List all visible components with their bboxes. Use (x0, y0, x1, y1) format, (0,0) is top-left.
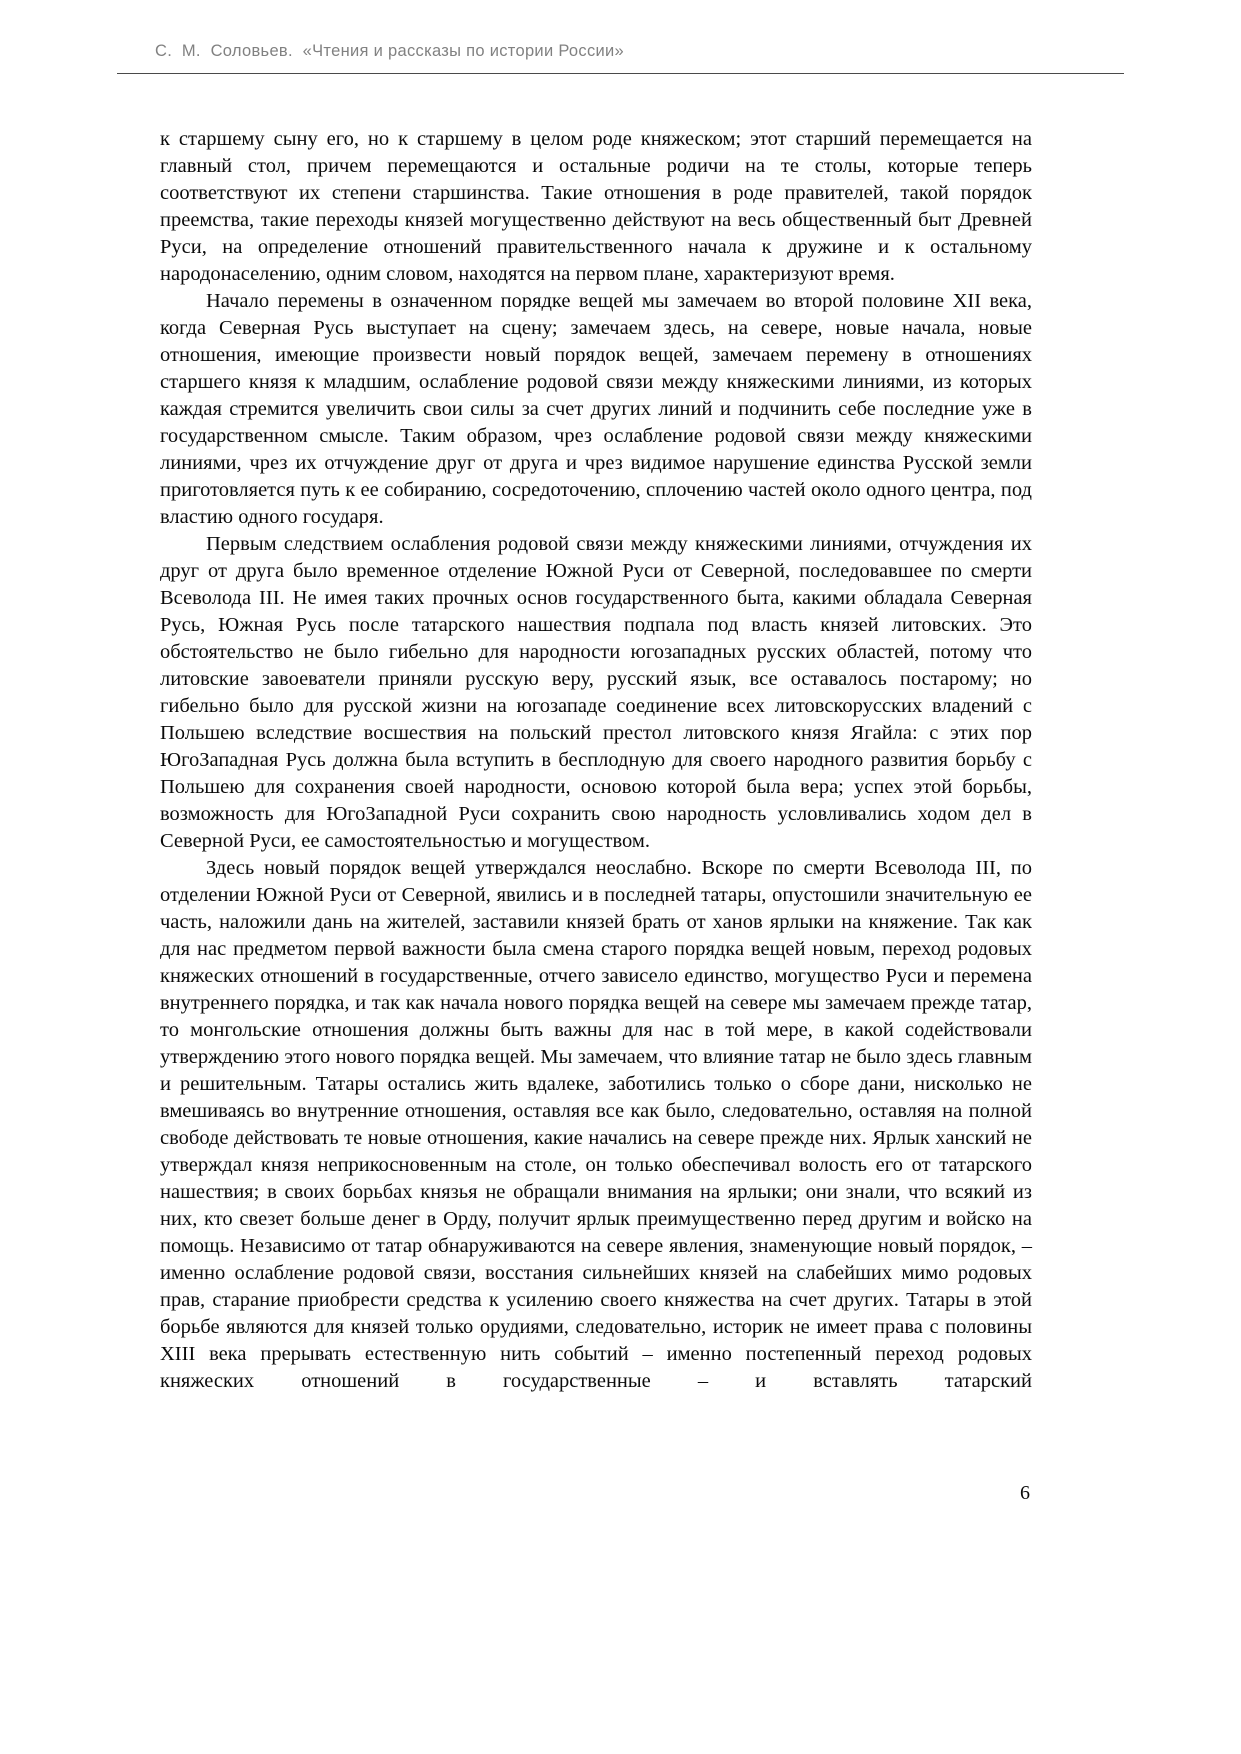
paragraph: Начало перемены в означенном порядке вещей мы замечаем во второй половине XII века, когда Северная Русь выступает на сцену; замечаем здесь, на севере, новые начала, новые отношения, имеющие произвести новый порядок вещей, замечаем перемену в отношениях старшего князя к младшим, ослабление родовой связи между княжескими линиями, из которых каждая стремится увеличить свои силы за счет других линий и подчинить себе последние уже в государственном смысле. Таким образом, чрез ослабление родовой связи между княжескими линиями, чрез их отчуждение друг от друга и чрез видимое нарушение единства Русской земли приготовляется путь к ее собиранию, сосредоточению, сплочению частей около одного центра, под властию одного государя. (160, 290, 1032, 528)
paragraph: Здесь новый порядок вещей утверждался неослабно. Вскоре по смерти Всеволода III, по отделении Южной Руси от Северной, явились и в последней татары, опустошили значительную ее часть, наложили дань на жителей, заставили князей брать от ханов ярлыки на княжение. Так как для нас предметом первой важности была смена старого порядка вещей новым, переход родовых княжеских отношений в государственные, отчего зависело единство, могущество Руси и перемена внутреннего порядка, и так как начала нового порядка вещей на севере мы замечаем прежде татар, то монгольские отношения должны быть важны для нас в той мере, в какой содействовали утверждению этого нового порядка вещей. Мы замечаем, что влияние татар не было здесь главным и решительным. Татары остались жить вдалеке, заботились только о сборе дани, нисколько не вмешиваясь во внутренние отношения, оставляя все как было, следовательно, оставляя на полной свободе действовать те новые отношения, какие начались на севере прежде них. Ярлык ханский не утверждал князя неприкосновенным на столе, он только обеспечивал волость его от татарского нашествия; в своих борьбах князья не обращали внимания на ярлыки; они знали, что всякий из них, кто свезет больше денег в Орду, получит ярлык преимущественно перед другим и войско на помощь. Независимо от татар обнаруживаются на севере явления, знаменующие новый порядок, – именно ослабление родовой связи, восстания сильнейших князей на слабейших мимо родовых прав, старание приобрести средства к усилению своего княжества на счет других. Татары в этой борьбе являются для князей только орудиями, следовательно, историк не имеет права с половины XIII века прерывать естественную нить событий – именно постепенный переход родовых княжеских отношений в государственные – и вставлять татарский (160, 857, 1032, 1392)
page-text-block (160, 126, 1032, 1395)
paragraph: к старшему сыну его, но к старшему в целом роде княжеском; этот старший перемещается на главный стол, причем перемещаются и остальные родичи на те столы, которые теперь соответствуют их степени старшинства. Такие отношения в роде правителей, такой порядок преемства, такие переходы князей могущественно действуют на весь общественный быт Древней Руси, на определение отношений правительственного начала к дружине и к остальному народонаселению, одним словом, находятся на первом плане, характеризуют время. (160, 128, 1032, 285)
running-header-title: С. М. Соловьев. «Чтения и рассказы по истории России» (155, 42, 625, 60)
running-header (117, 42, 1124, 74)
header-rule (117, 73, 1124, 74)
page-number: 6 (1020, 1482, 1030, 1504)
paragraph: Первым следствием ослабления родовой связи между княжескими линиями, отчуждения их друг от друга было временное отделение Южной Руси от Северной, последовавшее по смерти Всеволода III. Не имея таких прочных основ государственного быта, какими обладала Северная Русь, Южная Русь после татарского нашествия подпала под власть князей литовских. Это обстоятельство не было гибельно для народности югозападных русских областей, потому что литовские завоеватели приняли русскую веру, русский язык, все оставалось постарому; но гибельно было для русской жизни на югозападе соединение всех литовскорусских владений с Польшею вследствие восшествия на польский престол литовского князя Ягайла: с этих пор ЮгоЗападная Русь должна была вступить в бесплодную для своего народного развития борьбу с Польшею для сохранения своей народности, основою которой была вера; успех этой борьбы, возможность для ЮгоЗападной Руси сохранить свою народность условливались ходом дел в Северной Руси, ее самостоятельностью и могуществом. (160, 533, 1032, 852)
